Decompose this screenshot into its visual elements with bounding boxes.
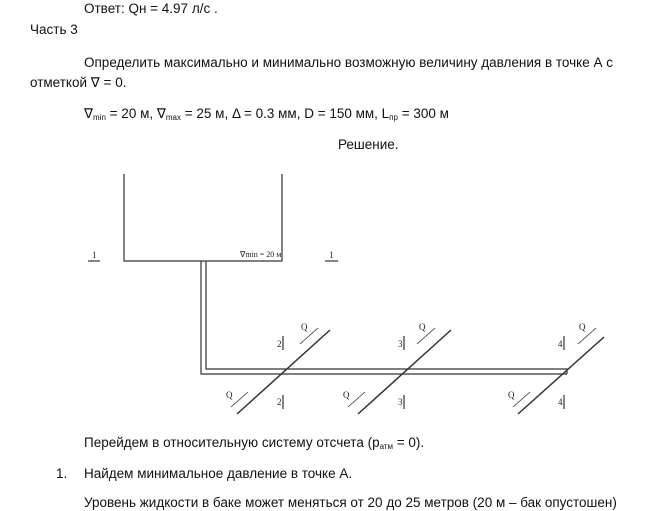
flow-label: Q: [419, 322, 426, 332]
tank: [124, 174, 282, 261]
cut-off-line: Уровень жидкости в баке может меняться от 20 до 25 метров (20 м – бак опустошен): [84, 495, 617, 510]
flow-label: Q: [508, 390, 515, 400]
task-line-1: Определить максимально и минимально возможную величину давления в точке А с: [84, 55, 613, 70]
section-2-label: 2: [277, 397, 282, 407]
part-title: Часть 3: [30, 22, 78, 37]
flow-label: Q: [226, 390, 233, 400]
section-1-right-label: 1: [329, 250, 334, 260]
section-4-label: 4: [558, 397, 563, 407]
task-line-2: отметкой ∇ = 0.: [30, 75, 127, 90]
flow-label: Q: [301, 322, 308, 332]
flow-label: Q: [343, 390, 350, 400]
step-1-number: 1.: [56, 466, 68, 481]
section-4-label: 4: [558, 339, 563, 349]
flow-label: Q: [579, 322, 586, 332]
section-2-label: 2: [277, 339, 282, 349]
given-values: $\nabla_{min} = 20$ м, $\nabla_{max} = 25$ м, Δ = 0.3 мм, D = 150 мм, $L_{пр} = 300$ м: [84, 106, 449, 122]
relative-system-text: Перейдем в относительную систему отсчета $(p_{атм} = 0)$.: [84, 435, 425, 451]
solution-title: Решение.: [338, 137, 399, 152]
section-3-label: 3: [398, 339, 403, 349]
pipe-inner: [206, 261, 567, 374]
pipe-outer: [201, 261, 567, 374]
section-3-label: 3: [398, 397, 403, 407]
section-1-left-label: 1: [92, 250, 97, 260]
step-1-text: Найдем минимальное давление в точке А.: [84, 466, 353, 481]
tank-level-label: ∇min = 20 м: [240, 250, 282, 259]
previous-answer: Ответ: Qн = 4.97 л/с .: [84, 1, 218, 16]
